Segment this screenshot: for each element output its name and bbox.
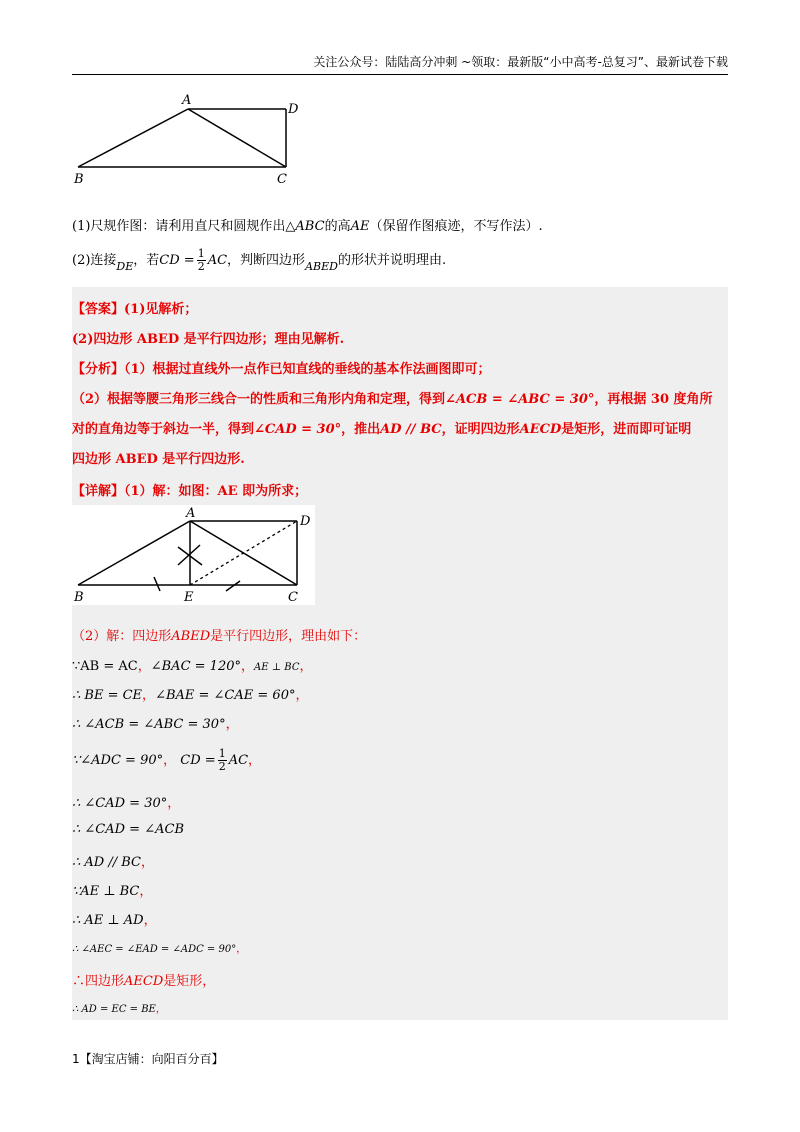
solution-line-1: ∵AB = AC，∠BAC = 120°，AE ⊥ BC，	[72, 659, 313, 674]
label-B: B	[74, 590, 84, 605]
solution-line-11: ∴四边形AECD是矩形，	[72, 974, 216, 989]
label-A: A	[182, 93, 192, 108]
label-D: D	[288, 102, 299, 117]
analysis-line-3: 对的直角边等于斜边一半，得到∠CAD = 30°，推出AD // BC，证明四边形AECD是矩形，进而即可证明	[72, 422, 692, 437]
solution-line-8: ∵AE ⊥ BC，	[72, 884, 153, 899]
figure-2	[70, 505, 315, 605]
label-C: C	[277, 172, 287, 187]
label-C: C	[288, 590, 298, 605]
header-text: 关注公众号：陆陆高分冲刺 ~领取：最新版“小中高考-总复习”、最新试卷下载	[313, 55, 728, 69]
solution-line-2: ∴ BE = CE，∠BAE = ∠CAE = 60°，	[72, 688, 309, 703]
solution-line-9: ∴ AE ⊥ AD，	[72, 913, 157, 928]
analysis-line-2: （2）根据等腰三角形三线合一的性质和三角形内角和定理，得到∠ACB = ∠ABC = 30°，再根据 30 度角所	[72, 392, 713, 407]
label-A: A	[186, 506, 196, 521]
solution-line-7: ∴ AD // BC，	[72, 855, 154, 870]
question-2: (2)连接$_{DE}$，若CD = $\frac{1}{2}$ AC，判断四边形$_{ABED}$的形状并说明理由.	[72, 247, 447, 273]
analysis-line-1: 【分析】（1）根据过直线外一点作已知直线的垂线的基本作法画图即可；	[72, 362, 491, 377]
page-header	[72, 52, 728, 75]
figure-1	[68, 92, 308, 192]
fraction-half: $\frac{1}{2}$	[197, 247, 205, 273]
solution-line-5: ∴ ∠CAD = 30°，	[72, 796, 181, 811]
label-E: E	[184, 590, 194, 605]
page-footer: 1【淘宝店铺：向阳百分百】	[72, 1052, 224, 1066]
solution-line-3: ∴ ∠ACB = ∠ABC = 30°，	[72, 717, 239, 732]
solution-line-0: （2）解：四边形ABED是平行四边形，理由如下：	[72, 629, 367, 644]
label-D: D	[300, 514, 311, 529]
solution-line-4: ∵∠ADC = 90°， CD = $\frac{1}{2}$ AC，	[72, 747, 262, 773]
analysis-line-4: 四边形 ABED 是平行四边形.	[72, 452, 245, 467]
answer-line-1: 【答案】(1)见解析；	[72, 302, 198, 317]
question-1: (1)尺规作图：请利用直尺和圆规作出△ABC的高AE（保留作图痕迹，不写作法）.	[72, 219, 543, 234]
solution-line-6: ∴ ∠CAD = ∠ACB	[72, 822, 184, 837]
detail-line-1: 【详解】（1）解：如图：AE 即为所求；	[72, 484, 308, 499]
solution-line-10: ∴ ∠AEC = ∠EAD = ∠ADC = 90°，	[72, 944, 247, 955]
fraction-half: $\frac{1}{2}$	[218, 747, 226, 773]
answer-line-2: (2)四边形 ABED 是平行四边形；理由见解析.	[72, 332, 345, 347]
solution-line-12: ∴ AD = EC = BE，	[72, 1004, 166, 1015]
label-B: B	[74, 172, 84, 187]
